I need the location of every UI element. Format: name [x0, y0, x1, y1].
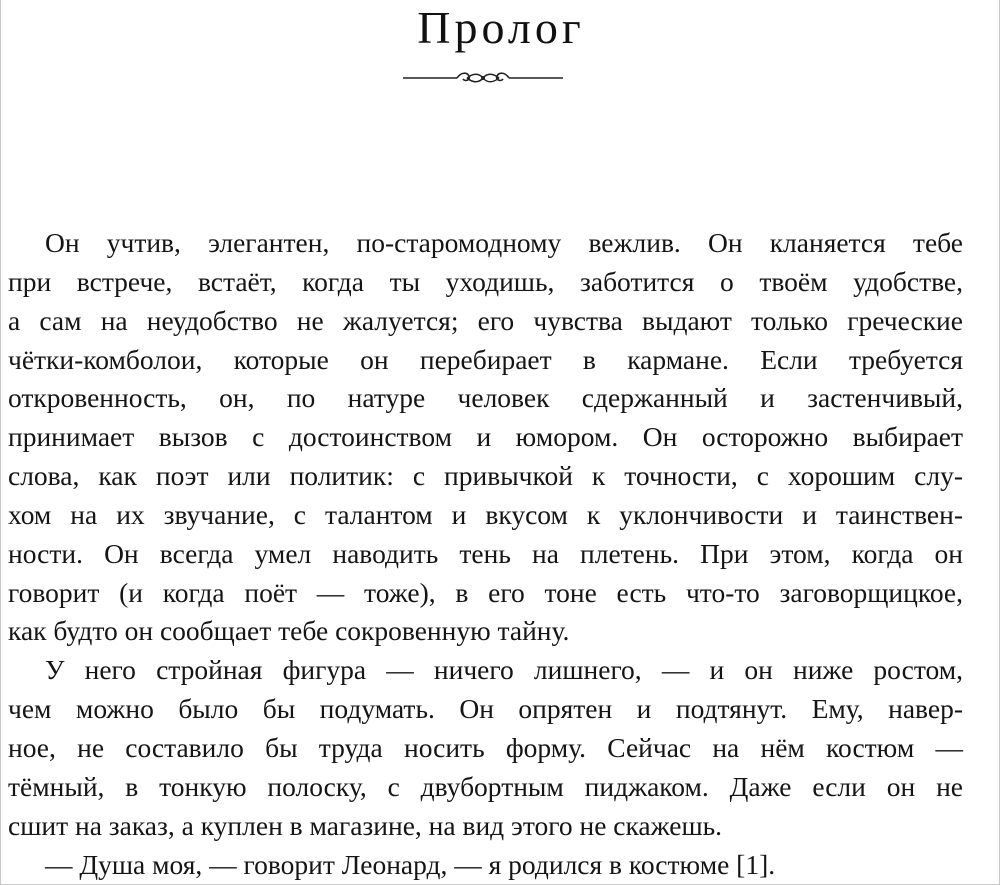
text-line: чётки-комболои, которые он перебирает в кармане. Если требуется: [8, 343, 963, 375]
text-line: ности. Он всегда умел наводить тень на плетень. При этом, когда он: [8, 537, 963, 569]
text-line: хом на их звучание, с талантом и вкусом к уклончивости и таинствен-: [8, 498, 963, 530]
title-ornament-divider: [401, 66, 565, 90]
text-line: говорит (и когда поёт — тоже), в его тоне есть что-то заговорщицкое,: [8, 576, 963, 608]
chapter-title: Пролог: [417, 2, 585, 53]
text-line: принимает вызов с достоинством и юмором. Он осторожно выбирает: [8, 421, 963, 453]
text-line: как будто он сообщает тебе сокровенную тайну.: [8, 615, 570, 647]
text-line: тёмный, в тонкую полоску, с двубортным пиджаком. Даже если он не: [8, 770, 963, 802]
text-line: при встрече, встаёт, когда ты уходишь, заботится о твоём удобстве,: [8, 265, 963, 297]
text-line: сшит на заказ, а куплен в магазине, на вид этого не скажешь.: [8, 809, 723, 841]
text-line: — Душа моя, — говорит Леонард, — я родился в костюме [1].: [45, 848, 776, 880]
text-line: откровенность, он, по натуре человек сдержанный и застенчивый,: [8, 382, 963, 414]
paragraph-3: [8, 846, 963, 885]
prologue-text: [8, 224, 963, 884]
text-line: Он учтив, элегантен, по-старомодному вежлив. Он кланяется тебе: [45, 227, 963, 258]
text-line: ное, не составило бы труда носить форму. Сейчас на нём костюм —: [8, 731, 963, 763]
paragraph-1: [8, 224, 963, 651]
text-line: слова, как поэт или политик: с привычкой к точности, с хорошим слу-: [8, 460, 963, 492]
text-line: а сам на неудобство не жалуется; его чувства выдают только греческие: [8, 304, 963, 336]
text-line: чем можно было бы подумать. Он опрятен и подтянут. Ему, навер-: [8, 693, 963, 725]
paragraph-2: [8, 651, 963, 845]
text-line: У него стройная фигура — ничего лишнего, — и он ниже ростом,: [45, 654, 963, 686]
